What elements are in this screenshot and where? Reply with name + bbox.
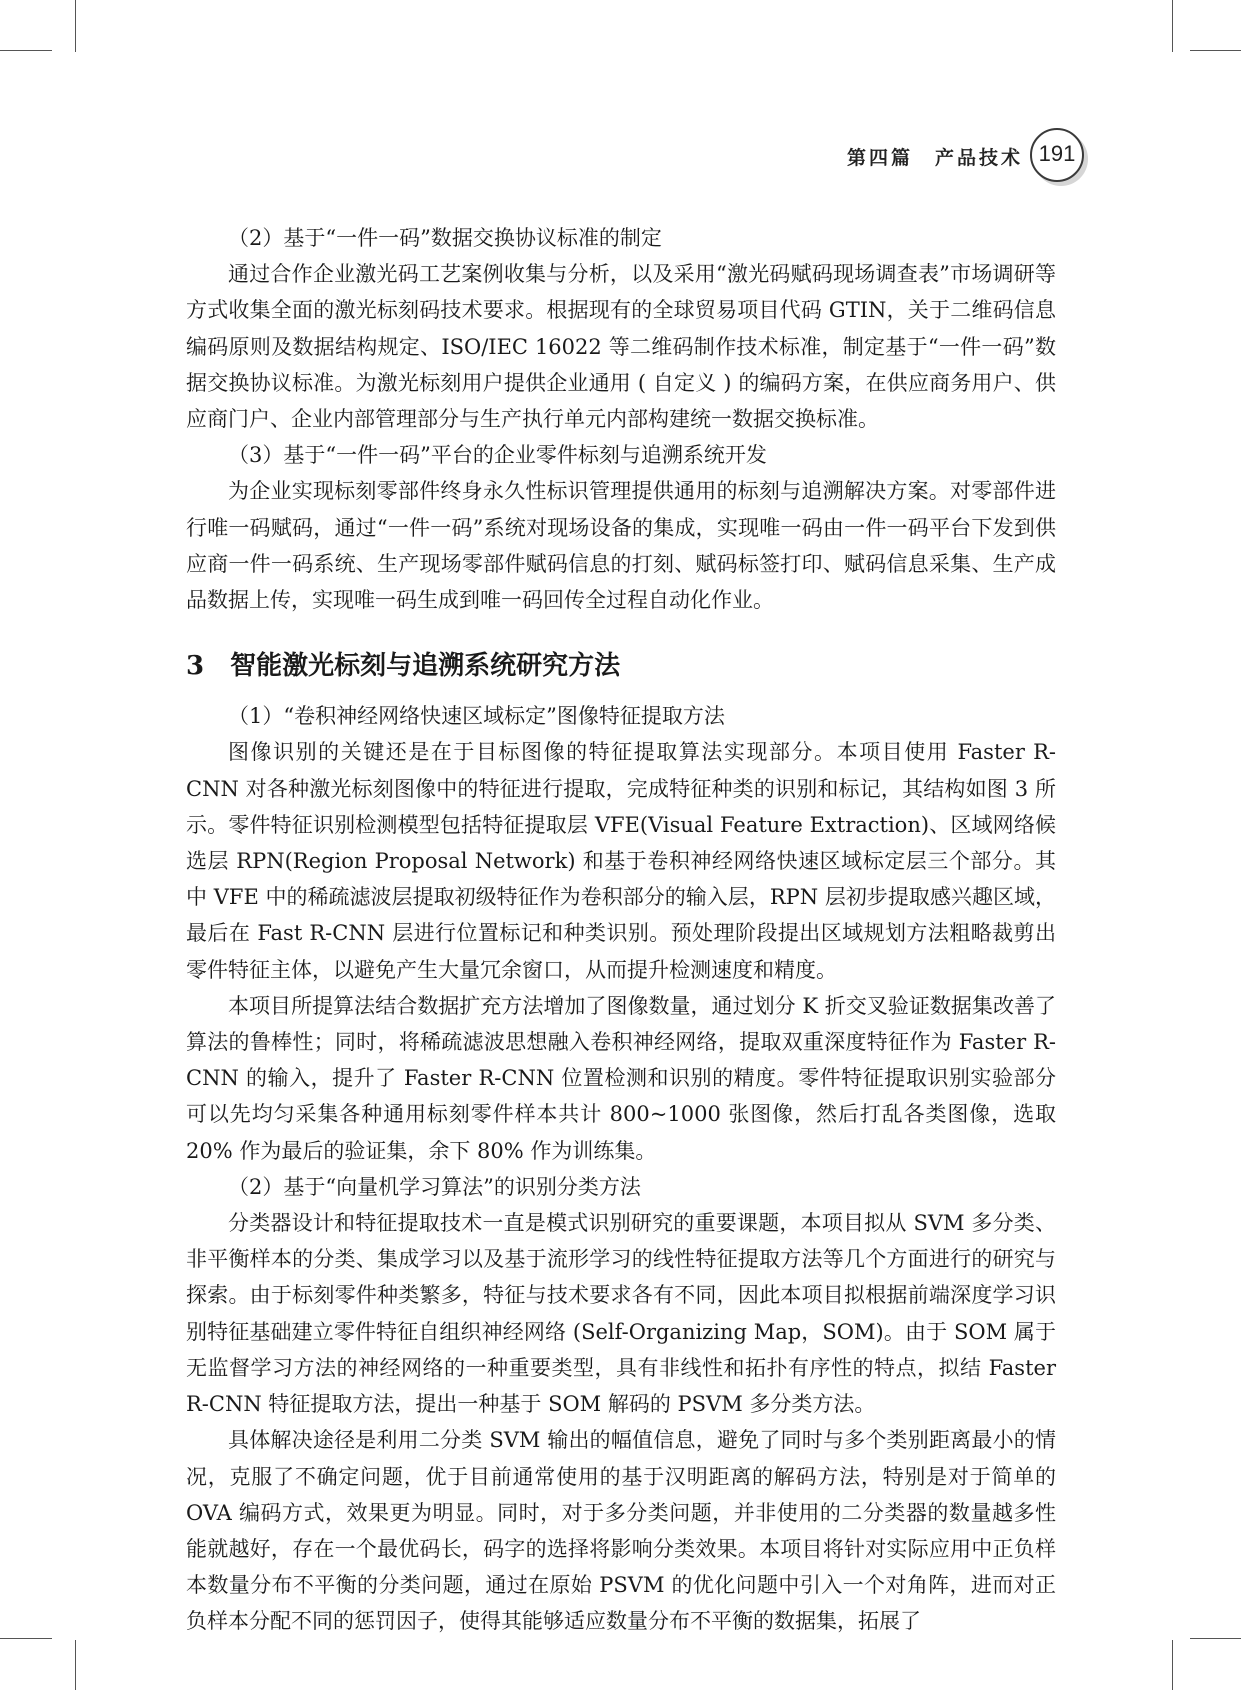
crop-mark	[75, 1640, 76, 1690]
crop-mark	[1190, 50, 1241, 51]
subheading: （2）基于“一件一码”数据交换协议标准的制定	[228, 226, 662, 250]
page-number-badge	[1030, 128, 1084, 182]
paragraph: 图像识别的关键还是在于目标图像的特征提取算法实现部分。本项目使用 Faster R-CNN 对各种激光标刻图像中的特征进行提取，完成特征种类的识别和标记，其结构如图 3 所示。零件特征识别检测模型包括特征提取层 VFE(Visual Feature Extraction)、区域网络候选层 RPN(Region Proposal Network) 和基于卷积神经网络快速区域标定层三个部分。其中 VFE 中的稀疏滤波层提取初级特征作为卷积部分的输入层，RPN 层初步提取感兴趣区域，最后在 Fast R-CNN 层进行位置标记和种类识别。预处理阶段提出区域规划方法粗略裁剪出零件特征主体，以避免产生大量冗余窗口，从而提升检测速度和精度。	[186, 740, 1056, 982]
paragraph: 本项目所提算法结合数据扩充方法增加了图像数量，通过划分 K 折交叉验证数据集改善了算法的鲁棒性；同时，将稀疏滤波思想融入卷积神经网络，提取双重深度特征作为 Faster R-CNN 的输入，提升了 Faster R-CNN 位置检测和识别的精度。零件特征提取识别实验部分可以先均匀采集各种通用标刻零件样本共计 800~1000 张图像，然后打乱各类图像，选取 20% 作为最后的验证集，余下 80% 作为训练集。	[186, 993, 1056, 1163]
header-part: 第四篇	[846, 147, 913, 169]
paragraph: 通过合作企业激光码工艺案例收集与分析，以及采用“激光码赋码现场调查表”市场调研等方式收集全面的激光标刻码技术要求。根据现有的全球贸易项目代码 GTIN，关于二维码信息编码原则及数据结构规定、ISO/IEC 16022 等二维码制作技术标准，制定基于“一件一码”数据交换协议标准。为激光标刻用户提供企业通用 ( 自定义 ) 的编码方案，在供应商务用户、供应商门户、企业内部管理部分与生产执行单元内部构建统一数据交换标准。	[186, 262, 1056, 432]
crop-mark	[1190, 1638, 1241, 1639]
paragraph: 分类器设计和特征提取技术一直是模式识别研究的重要课题，本项目拟从 SVM 多分类、非平衡样本的分类、集成学习以及基于流形学习的线性特征提取方法等几个方面进行的研究与探索。由于标刻零件种类繁多，特征与技术要求各有不同，因此本项目拟根据前端深度学习识别特征基础建立零件特征自组织神经网络 (Self-Organizing Map，SOM)。由于 SOM 属于无监督学习方法的神经网络的一种重要类型，具有非线性和拓扑有序性的特点，拟结 Faster R-CNN 特征提取方法，提出一种基于 SOM 解码的 PSVM 多分类方法。	[186, 1211, 1056, 1417]
paragraph: 具体解决途径是利用二分类 SVM 输出的幅值信息，避免了同时与多个类别距离最小的情况，克服了不确定问题，优于目前通常使用的基于汉明距离的解码方法，特别是对于简单的 OVA 编码方式，效果更为明显。同时，对于多分类问题，并非使用的二分类器的数量越多性能就越好，存在一个最优码长，码字的选择将影响分类效果。本项目将针对实际应用中正负样本数量分布不平衡的分类问题，通过在原始 PSVM 的优化问题中引入一个对角阵，进而对正负样本分配不同的惩罚因子，使得其能够适应数量分布不平衡的数据集，拓展了	[186, 1428, 1056, 1634]
subheading: （3）基于“一件一码”平台的企业零件标刻与追溯系统开发	[228, 443, 767, 468]
page-number: 191	[1038, 141, 1076, 166]
crop-mark	[1172, 1640, 1173, 1690]
crop-mark	[0, 1638, 52, 1639]
header-section-title: 产品技术	[934, 147, 1023, 169]
crop-mark	[0, 50, 52, 51]
paragraph: 为企业实现标刻零部件终身永久性标识管理提供通用的标刻与追溯解决方案。对零部件进行唯一码赋码，通过“一件一码”系统对现场设备的集成，实现唯一码由一件一码平台下发到供应商一件一码系统、生产现场零部件赋码信息的打刻、赋码标签打印、赋码信息采集、生产成品数据上传，实现唯一码生成到唯一码回传全过程自动化作业。	[186, 479, 1056, 613]
subheading: （2）基于“向量机学习算法”的识别分类方法	[228, 1174, 641, 1199]
running-header	[180, 128, 1090, 188]
subheading: （1）“卷积神经网络快速区域标定”图像特征提取方法	[228, 704, 725, 729]
main-text	[186, 220, 1056, 1640]
crop-mark	[75, 0, 76, 52]
section-heading: 3 智能激光标刻与追溯系统研究方法	[186, 651, 621, 682]
crop-mark	[1172, 0, 1173, 52]
header-title	[847, 143, 1023, 170]
